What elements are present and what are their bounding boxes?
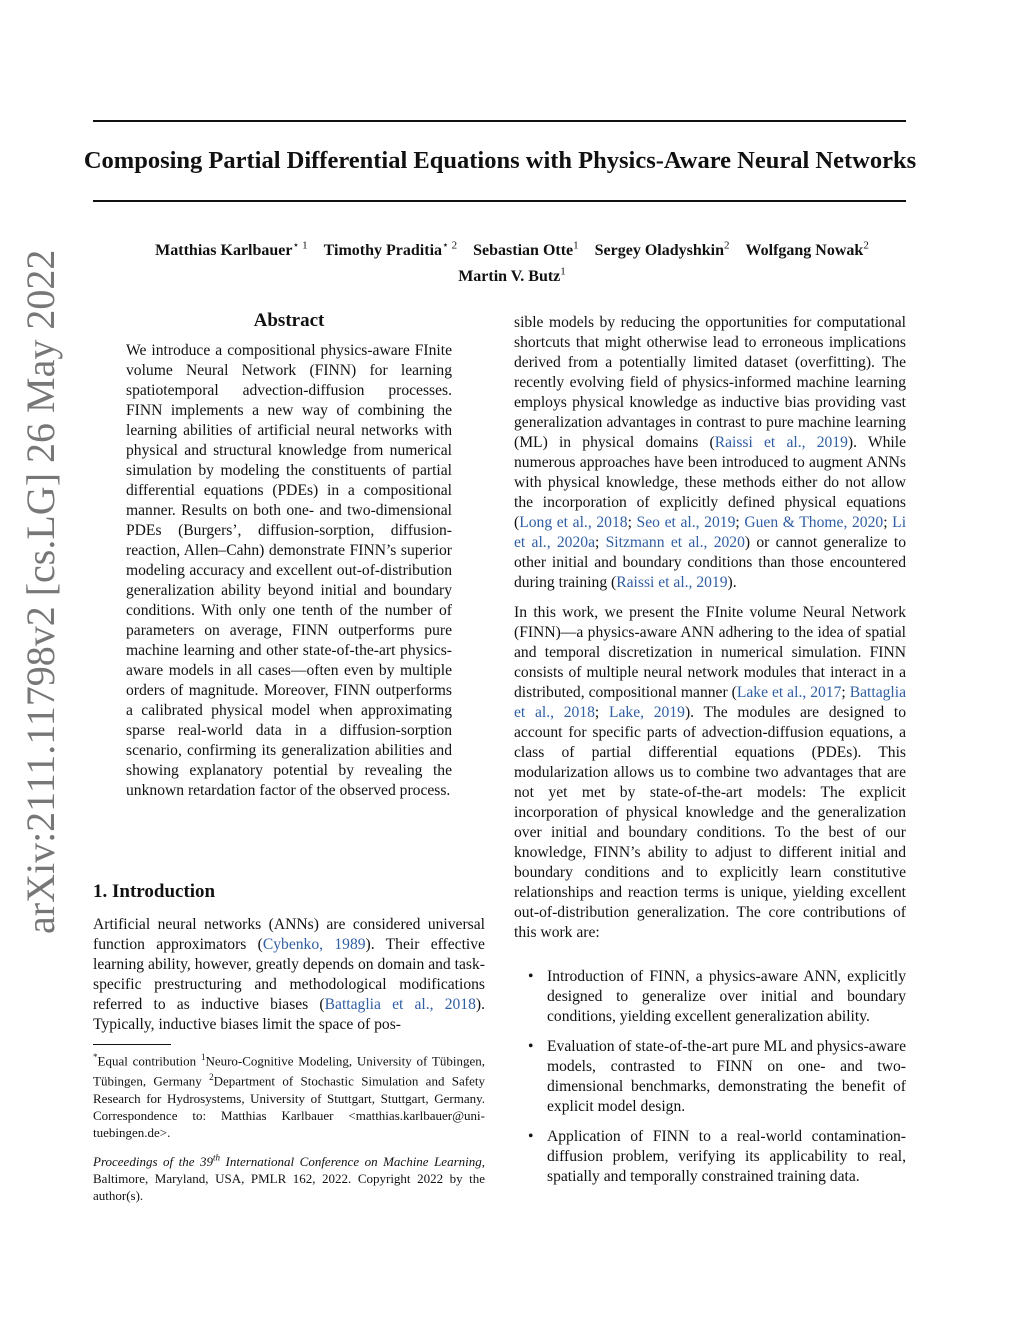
arxiv-identifier: arXiv:2111.11798v2 [cs.LG] 26 May 2022: [18, 249, 63, 934]
affiliation-footnote: *Equal contribution $^1$Neuro-Cognitive Modeling, University of Tübingen, Tübingen, Germany $^2$Department of Stochastic Simulation and Safety Research for Hydrosystems, University of Stuttgart, Stuttgart, Germany. Correspondence to: Matthias Karlbauer <matthias.karlbauer@uni-tuebingen.de>.: [93, 1052, 485, 1140]
list-item: • Introduction of FINN, a physics-aware ANN, explicitly designed to generalize over initial and boundary conditions, yielding excellent generalization ability.: [514, 967, 906, 1027]
author: Matthias Karlbauer$^{⋆ 1}$: [155, 240, 308, 260]
proceedings-note: Proceedings of the 39th International Conference on Machine Learning, Baltimore, Maryland, USA, PMLR 162, 2022. Copyright 2022 by the author(s).: [93, 1153, 485, 1204]
list-item: • Application of FINN to a real-world contamination-diffusion problem, verifying its applicability to real, spatially and temporally constrained training data.: [514, 1127, 906, 1187]
intro-paragraph-2: In this work, we present the FInite volume Neural Network (FINN)—a physics-aware ANN adhering to the idea of spatial and temporal discretization in numerical simulation. FINN consists of multiple neural network modules that interact in a distributed, compositional manner (Lake et al., 2017; Battaglia et al., 2018; Lake, 2019). The modules are designed to account for specific parts of advection-diffusion equations, a class of partial differential equations (PDEs). This modularization allows us to combine two advantages that are not yet met by state-of-the-art models: The explicit incorporation of physical knowledge and the generalization over initial and boundary conditions. To the best of our knowledge, FINN’s ability to adjust to different initial and boundary conditions and to explicitly learn constitutive relationships and reaction terms is unique, yielding excellent out-of-distribution generalization. The core contributions of this work are:: [514, 604, 907, 941]
citation-link[interactable]: Battaglia et al., 2018: [514, 684, 907, 721]
section-heading: 1. Introduction: [93, 881, 216, 902]
intro-paragraph-1-continued: sible models by reducing the opportunities for computational shortcuts that might otherwise lead to erroneous implications derived from a potentially limited dataset (overfitting). The recently evolving field of physics-informed machine learning employs physical knowledge as inductive bias providing vast generalization advantages in contrast to pure machine learning (ML) in physical domains (Raissi et al., 2019). While numerous approaches have been introduced to augment ANNs with physical knowledge, these methods either do not allow the incorporation of explicitly defined physical equations (Long et al., 2018; Seo et al., 2019; Guen & Thome, 2020; Li et al., 2020a; Sitzmann et al., 2020) or cannot generalize to other initial and boundary conditions than those encountered during training (Raissi et al., 2019).: [514, 314, 907, 591]
author: Sergey Oladyshkin$^2$: [594, 240, 730, 260]
author-list: [80, 236, 944, 287]
abstract-body: [126, 341, 452, 801]
paper-title: Composing Partial Differential Equations with Physics-Aware Neural Networks: [83, 147, 917, 174]
abstract-text: We introduce a compositional physics-aware FInite volume Neural Network (FINN) for learning spatiotemporal advection-diffusion processes. FINN implements a new way of combining the learning abilities of artificial neural networks with physical and structural knowledge from numerical simulation by modeling the constituents of partial differential equations (PDEs) in a compositional manner. Results on both one- and two-dimensional PDEs (Burgers’, diffusion-sorption, diffusion-reaction, Allen–Cahn) demonstrate FINN’s superior modeling accuracy and excellent out-of-distribution generalization ability beyond initial and boundary conditions. With only one tenth of the number of parameters on average, FINN outperforms pure machine learning and other state-of-the-art physics-aware models in all cases—often even by multiple orders of magnitude. Moreover, FINN outperforms a calibrated physical model when approximating sparse real-world data in a diffusion-sorption scenario, confirming its generalization abilities and showing explanatory potential by revealing the unknown retardation factor of the observed process.: [126, 342, 452, 799]
citation-link[interactable]: Li et al., 2020a: [514, 514, 907, 551]
footnote-rule: [93, 1044, 171, 1045]
citation-link[interactable]: Lake, 2019: [608, 704, 685, 721]
citation-link[interactable]: Lake et al., 2017: [736, 684, 842, 701]
author: Wolfgang Nowak$^2$: [745, 240, 869, 260]
citation-link[interactable]: Raissi et al., 2019: [714, 434, 848, 451]
citation-link[interactable]: Raissi et al., 2019: [616, 574, 728, 591]
author: Timothy Praditia$^{⋆ 2}$: [323, 240, 458, 260]
citation-link[interactable]: Seo et al., 2019: [636, 514, 736, 531]
citation-link[interactable]: Cybenko, 1989: [262, 936, 366, 953]
abstract-heading: Abstract: [253, 310, 325, 331]
author: Martin V. Butz$^1$: [458, 265, 566, 285]
citation-link[interactable]: Sitzmann et al., 2020: [605, 534, 745, 551]
title-bottom-rule: [93, 200, 906, 202]
citation-link[interactable]: Battaglia et al., 2018: [324, 996, 476, 1013]
citation-link[interactable]: Guen & Thome, 2020: [744, 514, 884, 531]
list-item: • Evaluation of state-of-the-art pure ML and physics-aware models, contrasted to FINN on one- and two-dimensional benchmarks, demonstrating the benefit of explicit model design.: [514, 1037, 906, 1117]
contribution-list: [514, 967, 906, 1187]
right-column: [514, 313, 906, 1197]
author: Sebastian Otte$^1$: [473, 240, 579, 260]
title-top-rule: [93, 120, 906, 122]
intro-paragraph-1: Artificial neural networks (ANNs) are considered universal function approximators (Cybenko, 1989). Their effective learning ability, however, greatly depends on domain and task-specific prestructuring and methodological modifications referred to as inductive biases (Battaglia et al., 2018). Typically, inductive biases limit the space of pos-: [93, 916, 485, 1033]
citation-link[interactable]: Long et al., 2018: [519, 514, 628, 531]
